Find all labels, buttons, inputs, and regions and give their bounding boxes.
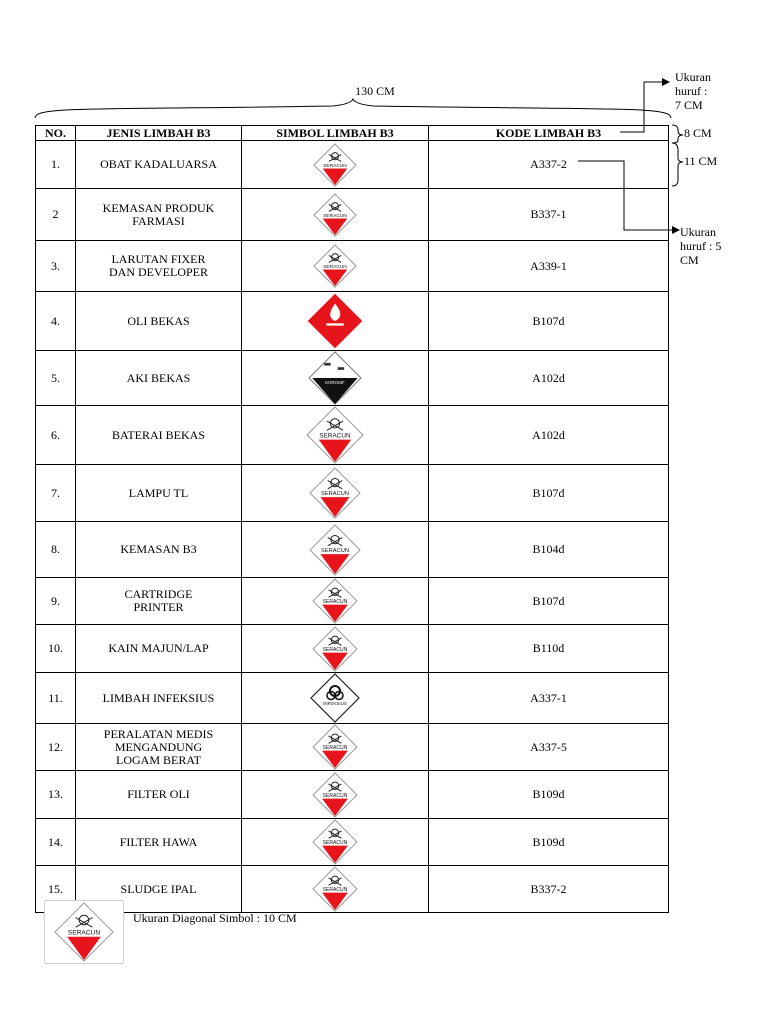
waste-type-line: FILTER OLI <box>127 787 190 801</box>
waste-type-line: OBAT KADALUARSA <box>100 157 217 171</box>
row-symbol <box>242 771 429 819</box>
header-kode: KODE LIMBAH B3 <box>429 126 669 141</box>
waste-type-line: LOGAM BERAT <box>115 752 201 767</box>
row-waste-type <box>76 724 242 771</box>
waste-type-line: FARMASI <box>132 213 185 228</box>
row-waste-type <box>76 189 242 241</box>
svg-text:SERACUN: SERACUN <box>319 432 351 440</box>
legend-symbol-box <box>44 900 124 964</box>
row-height-label: 11 CM <box>684 154 718 168</box>
row-number: 3. <box>36 241 76 292</box>
toxic-icon <box>309 467 361 519</box>
legend-toxic-icon <box>54 902 114 962</box>
toxic-icon <box>312 866 358 912</box>
svg-text:SERACUN: SERACUN <box>321 491 349 498</box>
header-jenis: JENIS LIMBAH B3 <box>76 126 242 141</box>
row-waste-type <box>76 292 242 351</box>
biohazard-icon <box>310 673 360 723</box>
row-symbol <box>242 625 429 673</box>
row-waste-type <box>76 241 242 292</box>
row-symbol <box>242 724 429 771</box>
font-size-header-note: Ukuran huruf : 7 CM <box>675 70 711 112</box>
table-row <box>36 578 669 625</box>
row-waste-code: B110d <box>429 625 669 673</box>
row-number: 13. <box>36 771 76 819</box>
table-row <box>36 351 669 406</box>
row-waste-code: B107d <box>429 578 669 625</box>
waste-type-line: SLUDGE IPAL <box>120 881 197 896</box>
row-waste-type <box>76 351 242 406</box>
svg-text:SERACUN: SERACUN <box>322 744 348 751</box>
row-waste-code: A337-1 <box>429 673 669 724</box>
row-symbol <box>242 578 429 625</box>
toxic-icon <box>312 578 358 624</box>
row-waste-type <box>76 465 242 522</box>
row-waste-type <box>76 578 242 625</box>
row-waste-code: B337-2 <box>429 866 669 913</box>
row-symbol <box>242 241 429 292</box>
row-number: 5. <box>36 351 76 406</box>
font-size-body-note: Ukuran huruf : 5 CM <box>680 225 722 267</box>
row-number: 1. <box>36 141 76 189</box>
row-number: 11. <box>36 673 76 724</box>
waste-type-line: KEMASAN PRODUK <box>102 200 215 215</box>
row-symbol <box>242 522 429 578</box>
row-waste-type <box>76 406 242 465</box>
waste-type-line: LAMPU TL <box>128 485 189 500</box>
row-number: 9. <box>36 578 76 625</box>
waste-table <box>35 125 669 913</box>
toxic-icon <box>312 772 358 818</box>
svg-text:SERACUN: SERACUN <box>322 792 348 799</box>
row-symbol <box>242 189 429 241</box>
svg-text:SERACUN: SERACUN <box>322 646 348 653</box>
row-number: 6. <box>36 406 76 465</box>
row-number: 10. <box>36 625 76 673</box>
row-waste-code: A337-5 <box>429 724 669 771</box>
row-waste-code: A339-1 <box>429 241 669 292</box>
row-number: 14. <box>36 819 76 866</box>
toxic-icon <box>306 406 364 464</box>
row-waste-code: A102d <box>429 351 669 406</box>
row-waste-type <box>76 673 242 724</box>
row-number: 4. <box>36 292 76 351</box>
row-number: 2 <box>36 189 76 241</box>
row-symbol <box>242 351 429 406</box>
row-waste-code: B109d <box>429 771 669 819</box>
table-row <box>36 673 669 724</box>
svg-text:SERACUN: SERACUN <box>321 547 349 554</box>
table-row <box>36 522 669 578</box>
row-waste-code: B107d <box>429 465 669 522</box>
row-waste-type <box>76 141 242 189</box>
row-symbol <box>242 866 429 913</box>
table-row <box>36 189 669 241</box>
table-body <box>36 141 669 913</box>
corrosive-icon <box>308 351 362 405</box>
table-row <box>36 625 669 673</box>
row-waste-code: B104d <box>429 522 669 578</box>
waste-type-line: BATERAI BEKAS <box>111 427 205 442</box>
flammable-icon <box>306 292 364 350</box>
header-height-label: 8 CM <box>684 126 712 140</box>
svg-text:SERACUN: SERACUN <box>322 839 348 846</box>
row-waste-type <box>76 771 242 819</box>
svg-text:SERACUN: SERACUN <box>323 213 347 219</box>
toxic-icon <box>312 724 358 770</box>
waste-type-line: LARUTAN FIXER <box>111 252 206 266</box>
toxic-icon <box>312 819 358 865</box>
waste-type-line: AKI BEKAS <box>126 370 191 385</box>
svg-text:SERACUN: SERACUN <box>67 929 101 937</box>
row-waste-type <box>76 522 242 578</box>
row-symbol <box>242 465 429 522</box>
row-waste-type <box>76 819 242 866</box>
waste-type-line: OLI BEKAS <box>127 313 190 328</box>
row-waste-code: B337-1 <box>429 189 669 241</box>
row-number: 15. <box>36 866 76 913</box>
total-width-label: 130 CM <box>355 84 395 98</box>
waste-type-line: MENGANDUNG <box>114 739 203 754</box>
svg-text:SERACUN: SERACUN <box>323 163 347 169</box>
waste-type-line: PERALATAN MEDIS <box>103 726 214 741</box>
waste-type-line: CARTRIDGE <box>124 587 193 601</box>
row-waste-code: A102d <box>429 406 669 465</box>
row-waste-code: A337-2 <box>429 141 669 189</box>
table-row <box>36 724 669 771</box>
waste-type-line: DAN DEVELOPER <box>109 265 208 279</box>
svg-text:SERACUN: SERACUN <box>322 886 348 893</box>
row-waste-type <box>76 625 242 673</box>
row-symbol <box>242 819 429 866</box>
svg-text:KOROSIF: KOROSIF <box>325 379 345 385</box>
row-symbol <box>242 292 429 351</box>
table-row <box>36 141 669 189</box>
table-header-row <box>36 126 669 141</box>
row-symbol <box>242 141 429 189</box>
waste-type-line: KAIN MAJUN/LAP <box>108 641 209 655</box>
waste-type-line: LIMBAH INFEKSIUS <box>102 690 215 705</box>
legend-text: Ukuran Diagonal Simbol : 10 CM <box>133 911 297 925</box>
row-number: 7. <box>36 465 76 522</box>
row-waste-code: B109d <box>429 819 669 866</box>
table-row <box>36 819 669 866</box>
waste-type-line: KEMASAN B3 <box>120 542 197 556</box>
toxic-icon <box>313 143 357 187</box>
row-waste-code: B107d <box>429 292 669 351</box>
svg-text:SERACUN: SERACUN <box>322 598 348 605</box>
table-row <box>36 771 669 819</box>
header-no: NO. <box>36 126 76 141</box>
table-row <box>36 241 669 292</box>
table-row <box>36 292 669 351</box>
width-brace <box>33 98 673 120</box>
table-row <box>36 465 669 522</box>
header-simbol: SIMBOL LIMBAH B3 <box>242 126 429 141</box>
toxic-icon <box>309 524 361 576</box>
row-symbol <box>242 673 429 724</box>
waste-type-line: PRINTER <box>133 600 184 614</box>
row-number: 8. <box>36 522 76 578</box>
table-row <box>36 406 669 465</box>
row-number: 12. <box>36 724 76 771</box>
toxic-icon <box>312 626 358 672</box>
row-symbol <box>242 406 429 465</box>
toxic-icon <box>313 193 357 237</box>
waste-type-line: FILTER HAWA <box>119 834 198 849</box>
svg-text:INFEKSIUS: INFEKSIUS <box>323 701 347 706</box>
svg-text:SERACUN: SERACUN <box>323 264 347 270</box>
toxic-icon <box>313 244 357 288</box>
table-row <box>36 866 669 913</box>
